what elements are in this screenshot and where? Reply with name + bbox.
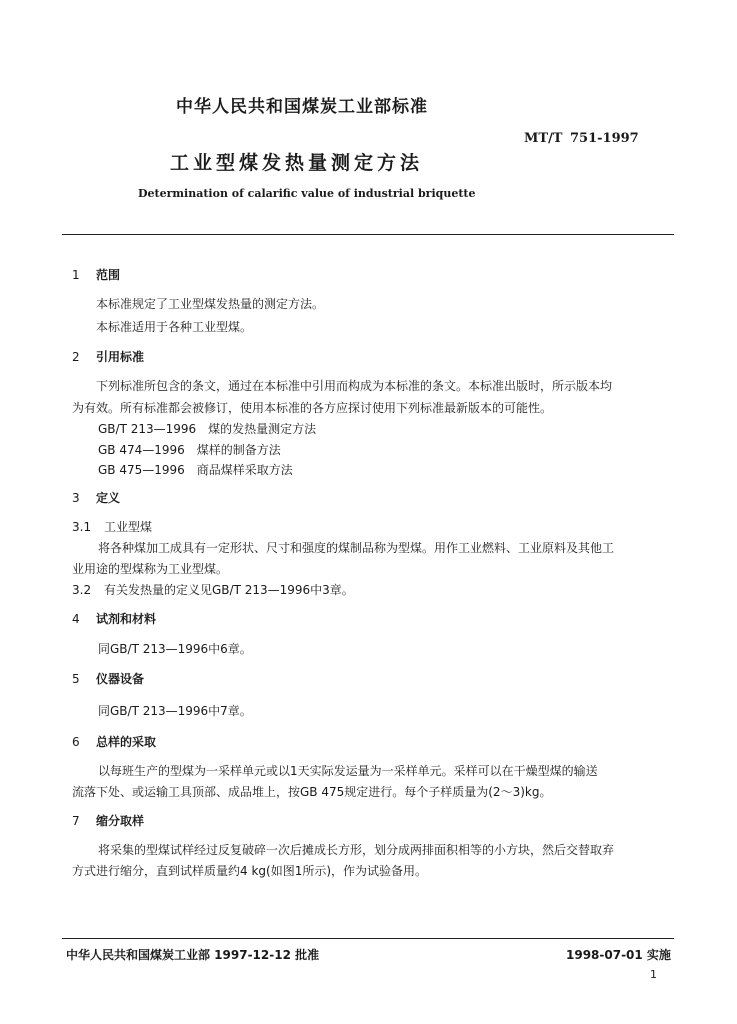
section-4-heading [72, 610, 156, 627]
definition-3-1 [72, 518, 152, 535]
section-title: 引用标准 [96, 350, 145, 364]
section-6-line-1: 以每班生产的型煤为一采样单元或以1天实际发运量为一采样单元。采样可以在干燥型煤的输送 [98, 764, 598, 778]
section-7-heading [72, 812, 144, 829]
section-4-line-1: 同GB/T 213—1996中6章。 [98, 642, 252, 656]
reference-gb213: GB/T 213—1996 煤的发热量测定方法 [98, 422, 317, 436]
section-title: 定义 [96, 491, 121, 505]
section-2-line-1: 下列标准所包含的条文，通过在本标准中引用而构成为本标准的条文。本标准出版时，所示版本均 [96, 379, 613, 393]
section-5-line-1: 同GB/T 213—1996中7章。 [98, 704, 252, 718]
section-number: 6 [72, 735, 80, 749]
definition-3-1-line-2: 业用途的型煤称为工业型煤。 [72, 562, 229, 576]
clause-number: 3.2 [72, 583, 92, 597]
section-6-line-2: 流落下处、或运输工具顶部、成品堆上，按GB 475规定进行。每个子样质量为(2～3)kg。 [72, 785, 552, 799]
section-2-heading [72, 348, 144, 365]
section-6-heading [72, 733, 156, 750]
section-3-heading [72, 489, 120, 506]
section-number: 5 [72, 672, 80, 686]
defined-term: 工业型煤 [104, 520, 153, 534]
clause-number: 3.1 [72, 520, 92, 534]
header-divider [62, 234, 674, 235]
section-1-heading [72, 266, 120, 283]
section-2-line-2: 为有效。所有标准都会被修订，使用本标准的各方应探讨使用下列标准最新版本的可能性。 [72, 401, 553, 415]
section-5-heading [72, 670, 144, 687]
reference-gb475: GB 475—1996 商品煤样采取方法 [98, 463, 293, 477]
section-title: 总样的采取 [96, 735, 157, 749]
page-number: 1 [650, 968, 657, 981]
reference-gb474: GB 474—1996 煤样的制备方法 [98, 443, 281, 457]
english-title: Determination of calarific value of industrial briquette [138, 187, 476, 200]
definition-3-2 [72, 581, 354, 598]
section-7-line-1: 将采集的型煤试样经过反复破碎一次后摊成长方形，划分成两排面积相等的小方块，然后交替取弃 [98, 843, 615, 857]
section-1-line-2: 本标准适用于各种工业型煤。 [96, 320, 253, 334]
section-title: 缩分取样 [96, 814, 145, 828]
section-title: 试剂和材料 [96, 612, 157, 626]
footer-divider [62, 938, 674, 939]
section-number: 3 [72, 491, 80, 505]
clause-text: 有关发热量的定义见GB/T 213—1996中3章。 [104, 583, 354, 597]
issuing-authority: 中华人民共和国煤炭工业部标准 [176, 97, 428, 117]
standard-number: MT/T 751-1997 [524, 131, 639, 146]
section-title: 范围 [96, 268, 121, 282]
approval-statement: 中华人民共和国煤炭工业部 1997-12-12 批准 [66, 948, 320, 962]
section-number: 2 [72, 350, 80, 364]
section-7-line-2: 方式进行缩分，直到试样质量约4 kg(如图1所示)，作为试验备用。 [72, 864, 428, 878]
document-title: 工业型煤发热量测定方法 [170, 152, 424, 174]
section-1-line-1: 本标准规定了工业型煤发热量的测定方法。 [96, 297, 325, 311]
definition-3-1-line-1: 将各种煤加工成具有一定形状、尺寸和强度的煤制品称为型煤。用作工业燃料、工业原料及其他工 [98, 541, 615, 555]
section-number: 7 [72, 814, 80, 828]
section-number: 4 [72, 612, 80, 626]
section-number: 1 [72, 268, 80, 282]
section-title: 仪器设备 [96, 672, 145, 686]
implementation-date: 1998-07-01 实施 [566, 948, 671, 962]
